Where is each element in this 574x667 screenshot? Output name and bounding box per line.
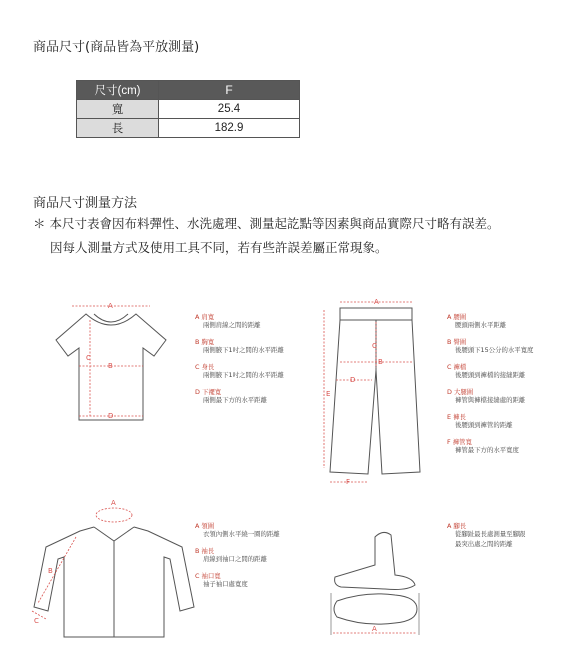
size-table-header-size: F [159, 81, 300, 100]
row-value-width: 25.4 [159, 100, 300, 119]
legend-desc: 最突出處之間的距離 [455, 540, 513, 548]
legend-desc: 兩側肩線之間的距離 [203, 321, 261, 329]
size-table-row [77, 119, 300, 138]
legend-title: F 褲管寬 [447, 438, 472, 446]
legend-desc: 褲管與褲檔接縫處的距離 [455, 396, 526, 404]
legend-desc: 後腰頭到褲檔的接縫距離 [455, 371, 526, 379]
size-table-header-unit: 尺寸(cm) [77, 81, 159, 100]
pants-diagram [316, 296, 434, 492]
legend-desc: 兩側腋下1吋之間的水平距離 [203, 346, 284, 354]
pants-legend [447, 313, 533, 463]
legend-title: C 袖口寬 [195, 572, 221, 580]
legend-desc: 腰頭兩側水平距離 [455, 321, 507, 329]
page-title: 商品尺寸(商品皆為平放測量) [33, 40, 200, 55]
legend-desc: 兩側腋下1吋之間的水平距離 [203, 371, 284, 379]
pants-label-d: D [350, 376, 356, 384]
pants-waistband [340, 308, 412, 320]
legend-desc: 後腰頭下15公分的水平寬度 [455, 346, 534, 354]
pants-label-f: F [346, 478, 351, 486]
size-table [76, 80, 300, 138]
legend-title: B 袖長 [195, 547, 215, 555]
pants-label-e: E [326, 390, 331, 398]
tshirt-collar [94, 314, 128, 322]
legend-desc: 褲管最下方的水平寬度 [455, 446, 519, 454]
pants-label-c: C [372, 342, 377, 350]
legend-title: D 下襬寬 [195, 388, 222, 396]
legend-desc: 肩線到袖口之間的距離 [203, 555, 267, 563]
shirt-label-a: A [111, 499, 116, 507]
method-title: 商品尺寸測量方法 [33, 196, 138, 211]
size-table-row [77, 100, 300, 119]
legend-title: A 腳長 [447, 522, 467, 530]
label-a: A [108, 302, 113, 310]
shirt-diagram [28, 497, 198, 642]
note-line-1: ＊ 本尺寸表會因布料彈性、水洗處理、測量起訖點等因素與商品實際尺寸略有誤差。 [33, 216, 500, 231]
shirt-label-b: B [48, 567, 53, 575]
legend-title: A 腰圍 [447, 313, 467, 321]
legend-desc: 兩側最下方的水平距離 [203, 396, 267, 404]
label-c: C [86, 354, 91, 362]
foot-top [334, 594, 417, 624]
legend-desc: 袖子袖口處寬度 [203, 580, 248, 588]
foot-diagram [325, 525, 425, 640]
size-table-header-row [77, 81, 300, 100]
row-label-length: 長 [77, 119, 159, 138]
legend-title: A 肩寬 [195, 313, 215, 321]
legend-title: D 大腿圍 [447, 388, 474, 396]
label-b: B [108, 362, 113, 370]
legend-title: C 身長 [195, 363, 215, 371]
shirt-collar [94, 527, 134, 541]
tshirt-legend [195, 313, 284, 413]
legend-desc: 後腰頭到褲管的距離 [455, 421, 513, 429]
foot-legend [447, 522, 525, 557]
legend-title: C 褲檔 [447, 363, 467, 371]
tshirt-diagram [50, 298, 172, 424]
legend-title: B 臀圍 [447, 338, 467, 346]
shirt-label-c: C [34, 617, 39, 625]
row-value-length: 182.9 [159, 119, 300, 138]
legend-title: B 胸寬 [195, 338, 215, 346]
pants-label-b: B [378, 358, 383, 366]
row-label-width: 寬 [77, 100, 159, 119]
legend-title: E 褲長 [447, 413, 466, 421]
legend-desc: 衣領內側水平繞一圈的距離 [203, 530, 280, 538]
legend-desc: 從腳趾最長處測量至腳跟 [455, 530, 526, 538]
shirt-legend [195, 522, 280, 597]
legend-title: A 領圍 [195, 522, 215, 530]
foot-label-a: A [372, 625, 377, 633]
note-line-2: 因每人測量方式及使用工具不同，若有些許誤差屬正常現象。 [50, 240, 388, 255]
label-d: D [108, 412, 114, 420]
pants-label-a: A [374, 298, 379, 306]
foot-side [335, 532, 415, 589]
